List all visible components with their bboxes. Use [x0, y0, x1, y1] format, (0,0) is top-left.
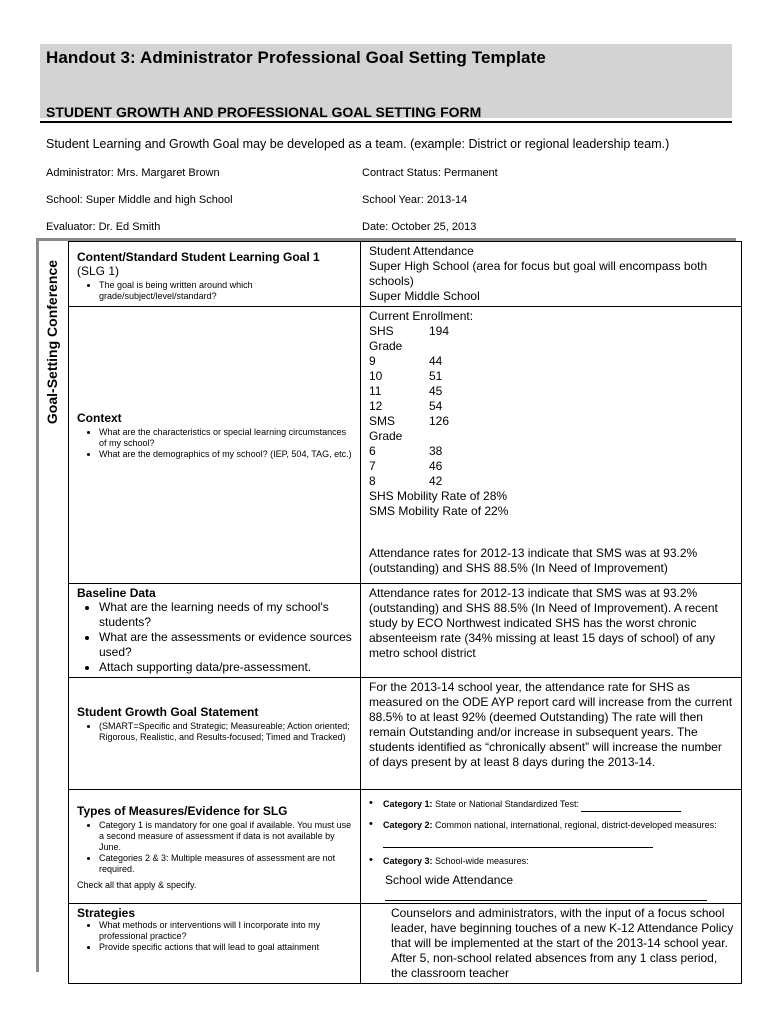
- title-divider: [40, 121, 732, 123]
- list-item: • Categories 2 & 3: Multiple measures of assessment are not required.: [99, 853, 354, 875]
- category-1-measure: • Category 1: State or National Standardized Test:: [369, 797, 735, 812]
- category-3-value: School wide Attendance: [385, 873, 514, 887]
- handout-title: Handout 3: Administrator Professional Goal Setting Template: [46, 48, 546, 67]
- measures-label-cell: [69, 790, 361, 904]
- list-item: • Category 1 is mandatory for one goal if available. You must use a second measure of assessment if data is not available by June.: [99, 820, 354, 853]
- strategies-label-cell: [69, 904, 361, 984]
- table-row: 10 51: [369, 369, 443, 383]
- list-item: • What are the characteristics or special learning circumstances of my school?: [99, 427, 354, 449]
- list-item: • What are the demographics of my school? (IEP, 504, TAG, etc.): [99, 449, 354, 460]
- administrator-field: Administrator: Mrs. Margaret Brown: [46, 167, 220, 179]
- content-label-cell: [69, 242, 361, 307]
- contract-status-field: Contract Status: Permanent: [362, 167, 498, 179]
- enrollment-table: [369, 324, 735, 489]
- measures-footer: Check all that apply & specify.: [77, 880, 197, 890]
- list-item: • What are the assessments or evidence sources used?: [99, 630, 354, 660]
- baseline-response: Attendance rates for 2012-13 indicate that SMS was at 93.2% (outstanding) and SHS 88.5% (In Need of Improvement). A recent study by ECO Northwest indicated SHS has the worst chronic absenteeism rate (34% missing at least 15 days of school) of any metro school district: [361, 584, 742, 678]
- growth-heading: Student Growth Goal Statement: [77, 705, 259, 719]
- table-row: 8 42: [369, 474, 443, 488]
- shs-mobility-rate: SHS Mobility Rate of 28%: [369, 489, 508, 503]
- context-label-cell: [69, 307, 361, 584]
- table-row: 7 46: [369, 459, 443, 473]
- baseline-bullets: [77, 600, 354, 675]
- baseline-row: [69, 584, 742, 678]
- strategies-heading: Strategies: [77, 906, 136, 920]
- strategies-row: [69, 904, 742, 984]
- growth-label-cell: [69, 678, 361, 790]
- growth-goal-row: [69, 678, 742, 790]
- category-2-measure: • Category 2: Common national, international, regional, district-developed measures:: [369, 818, 735, 848]
- baseline-heading: Baseline Data: [77, 586, 156, 600]
- form-title: STUDENT GROWTH AND PROFESSIONAL GOAL SETTING FORM: [46, 104, 482, 120]
- measures-response: [361, 790, 742, 904]
- context-attendance: Attendance rates for 2012-13 indicate that SMS was at 93.2% (outstanding) and SHS 88.5% (In Need of Improvement): [369, 546, 698, 575]
- content-row: [69, 242, 742, 307]
- content-sub: (SLG 1): [77, 264, 120, 278]
- table-row: 9 44: [369, 354, 443, 368]
- context-row: [69, 307, 742, 584]
- school-year-field: School Year: 2013-14: [362, 194, 468, 206]
- list-item: • The goal is being written around which grade/subject/level/standard?: [99, 280, 354, 302]
- category-3-measure: • Category 3: School-wide measures:: [369, 854, 735, 869]
- table-row: SHS 194: [369, 324, 450, 338]
- side-label-container: [37, 239, 67, 459]
- sms-mobility-rate: SMS Mobility Rate of 22%: [369, 504, 509, 518]
- evaluator-field: Evaluator: Dr. Ed Smith: [46, 221, 161, 233]
- table-row: 12 54: [369, 399, 443, 413]
- table-row: SMS 126: [369, 414, 450, 428]
- table-row: Grade: [369, 429, 403, 443]
- school-field: School: Super Middle and high School: [46, 194, 233, 206]
- goal-setting-table: [68, 241, 742, 984]
- content-heading: Content/Standard Student Learning Goal 1: [77, 250, 320, 264]
- category-3-underline: [385, 888, 707, 901]
- baseline-label-cell: [69, 584, 361, 678]
- measures-row: [69, 790, 742, 904]
- list-item: • Provide specific actions that will lead to goal attainment: [99, 942, 354, 953]
- measures-heading: Types of Measures/Evidence for SLG: [77, 804, 288, 818]
- context-heading: Context: [77, 411, 122, 425]
- date-field: Date: October 25, 2013: [362, 221, 477, 233]
- context-bullets: [77, 427, 354, 460]
- list-item: • What are the learning needs of my school's students?: [99, 600, 354, 630]
- goal-setting-conference-label: Goal-Setting Conference: [44, 259, 60, 425]
- table-row: 6 38: [369, 444, 443, 458]
- measures-bullets: [77, 820, 354, 875]
- table-row: Grade: [369, 339, 403, 353]
- growth-bullets: [77, 721, 354, 743]
- intro-text: Student Learning and Growth Goal may be developed as a team. (example: District or regional leadership team.): [46, 137, 670, 151]
- growth-response: For the 2013-14 school year, the attendance rate for SHS as measured on the ODE AYP report card will increase from the current 88.5% to at least 92% (deemed Outstanding) The rate will then remain Outstanding and/or increase in subsequent years. The students identified as “chronically absent” will increase the number of days present by at least 8 days during the 2013-14.: [361, 678, 742, 790]
- list-item: • What methods or interventions will I incorporate into my professional practice?: [99, 920, 354, 942]
- content-response: Student Attendance Super High School (area for focus but goal will encompass both schools) Super Middle School: [361, 242, 742, 307]
- table-row: 11 45: [369, 384, 443, 398]
- content-bullets: [77, 280, 354, 302]
- strategies-bullets: [77, 920, 354, 953]
- enrollment-title: Current Enrollment:: [369, 309, 474, 323]
- smart-definition: • (SMART=Specific and Strategic; Measureable; Action oriented; Rigorous, Realistic, and Results-focused; Timed and Tracked): [99, 721, 354, 743]
- list-item: • Attach supporting data/pre-assessment.: [99, 660, 354, 675]
- context-response: [361, 307, 742, 584]
- strategies-response: Counselors and administrators, with the input of a focus school leader, have beginning touches of a new K-12 Attendance Policy that will be implemented at the start of the 2013-14 school year. After 5, non-school related absences from any 1 class period, the classroom teacher: [361, 904, 742, 984]
